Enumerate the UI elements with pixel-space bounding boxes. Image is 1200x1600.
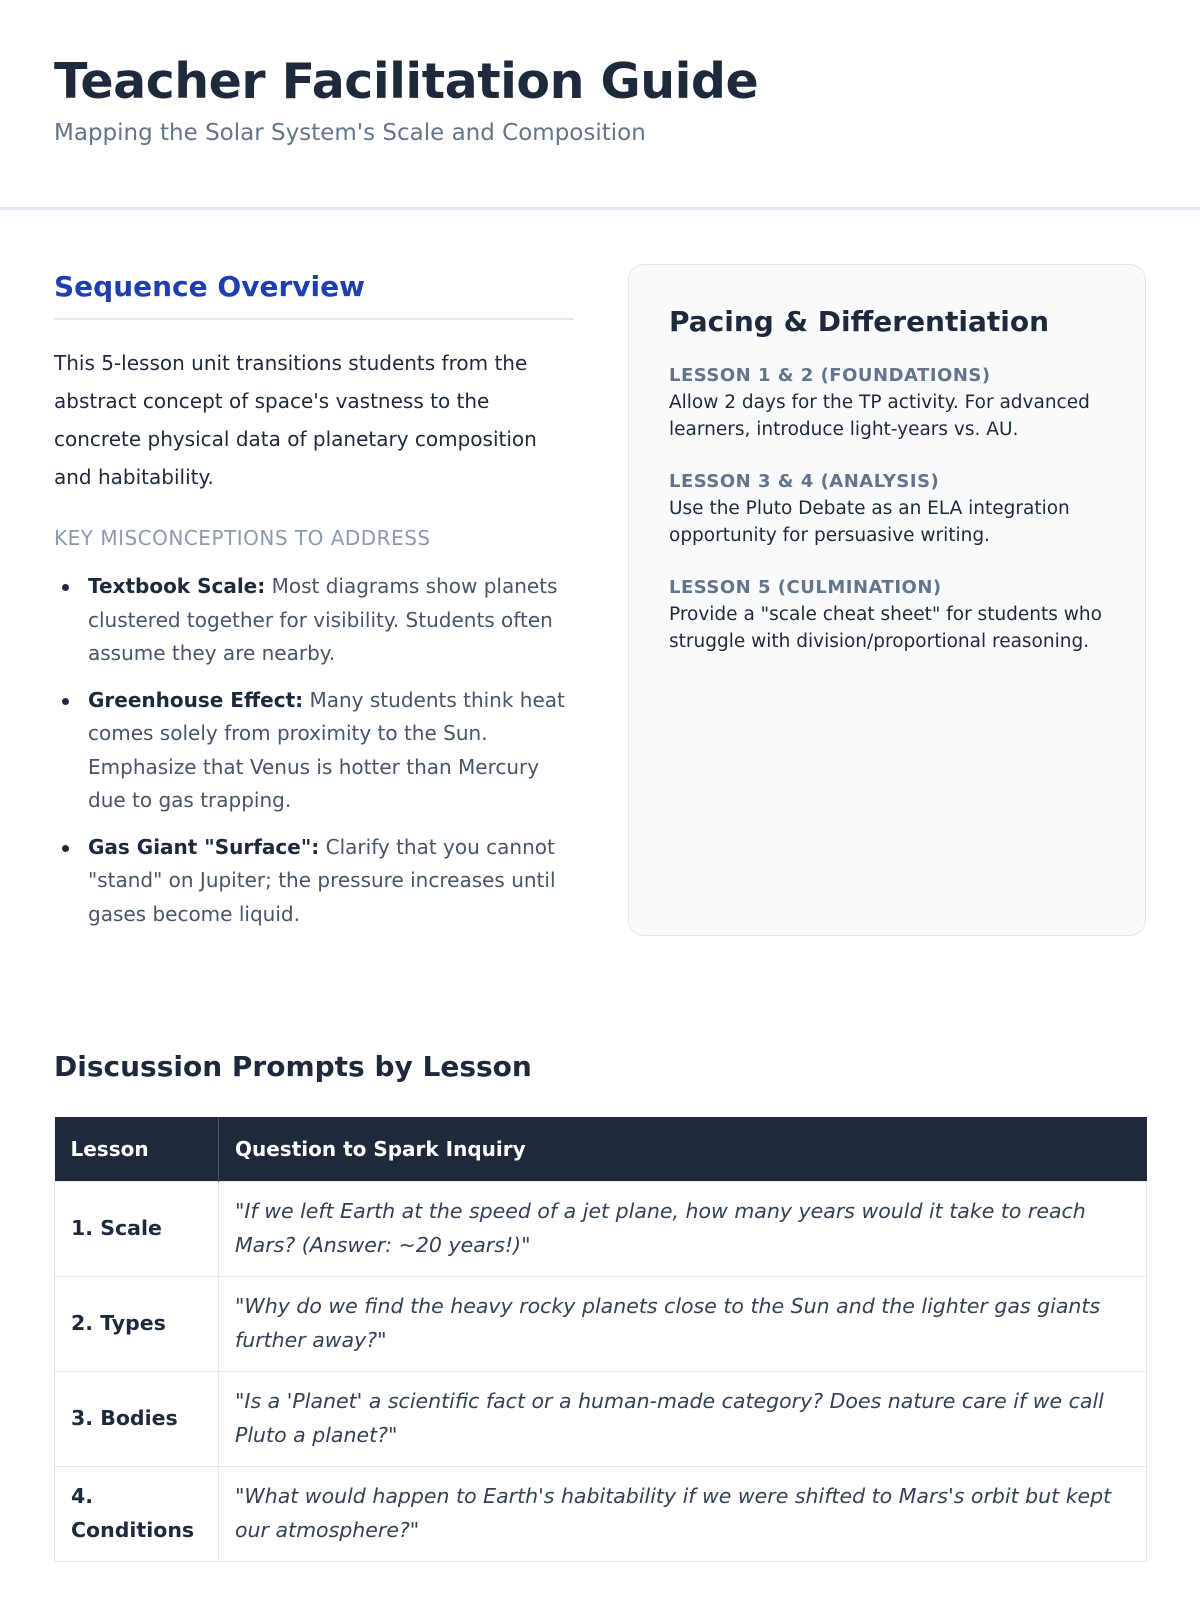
pacing-label: LESSON 3 & 4 (ANALYSIS): [669, 471, 940, 492]
lesson-cell: 3. Bodies: [55, 1371, 219, 1466]
column-header-question: Question to Spark Inquiry: [219, 1117, 1147, 1181]
page-header: [0, 0, 1200, 210]
sequence-overview-section: [54, 268, 574, 944]
lesson-cell: 1. Scale: [55, 1181, 219, 1276]
misconception-item: [54, 684, 574, 818]
pacing-card: [628, 264, 1146, 936]
pacing-label: LESSON 5 (CULMINATION): [669, 577, 942, 598]
table-row: [55, 1371, 1147, 1466]
column-header-lesson: Lesson: [55, 1117, 219, 1181]
misconception-term: Textbook Scale:: [88, 574, 266, 598]
discussion-table: [54, 1117, 1147, 1562]
pacing-text: Allow 2 days for the TP activity. For advanced learners, introduce light-years vs. AU.: [669, 392, 1090, 440]
table-header-row: [55, 1117, 1147, 1181]
table-row: [55, 1276, 1147, 1371]
pacing-label: LESSON 1 & 2 (FOUNDATIONS): [669, 365, 991, 386]
lesson-cell: 4. Conditions: [55, 1466, 219, 1561]
misconception-item: [54, 570, 574, 671]
misconception-term: Gas Giant "Surface":: [88, 834, 320, 859]
table-row: [55, 1181, 1147, 1276]
table-row: [55, 1466, 1147, 1561]
question-cell: "Why do we find the heavy rocky planets close to the Sun and the lighter gas giants further away?": [219, 1276, 1147, 1371]
misconception-item: [54, 831, 574, 932]
pacing-title: Pacing & Differentiation: [669, 305, 1050, 338]
misconception-term: Greenhouse Effect:: [88, 687, 304, 712]
discussion-title: Discussion Prompts by Lesson: [54, 1050, 532, 1083]
page-subtitle: Mapping the Solar System's Scale and Composition: [54, 120, 646, 146]
pacing-text: Use the Pluto Debate as an ELA integration opportunity for persuasive writing.: [669, 498, 1070, 546]
misconceptions-list: [54, 570, 574, 931]
lesson-cell: 2. Types: [55, 1276, 219, 1371]
pacing-item: [669, 575, 1105, 655]
misconceptions-heading: KEY MISCONCEPTIONS TO ADDRESS: [54, 526, 431, 550]
page-title: Teacher Facilitation Guide: [54, 53, 759, 110]
pacing-text: Provide a "scale cheat sheet" for students who struggle with division/proportional reasoning.: [669, 604, 1102, 652]
misconception-text: Clarify that you cannot "stand" on Jupiter; the pressure increases until gases become liquid.: [88, 834, 556, 926]
question-cell: "What would happen to Earth's habitability if we were shifted to Mars's orbit but kept our atmosphere?": [219, 1466, 1147, 1561]
pacing-item: [669, 469, 1105, 549]
misconception-text: Many students think heat comes solely from proximity to the Sun. Emphasize that Venus is hotter than Mercury due to gas trapping.: [88, 687, 565, 812]
question-cell: "If we left Earth at the speed of a jet plane, how many years would it take to reach Mars? (Answer: ~20 years!)": [219, 1181, 1147, 1276]
overview-intro: This 5-lesson unit transitions students from the abstract concept of space's vastness to the concrete physical data of planetary composition and habitability.: [54, 351, 537, 489]
sequence-overview-title: Sequence Overview: [54, 268, 574, 320]
pacing-item: [669, 363, 1105, 443]
question-cell: "Is a 'Planet' a scientific fact or a human-made category? Does nature care if we call Pluto a planet?": [219, 1371, 1147, 1466]
misconception-text: Most diagrams show planets clustered together for visibility. Students often assume they are nearby.: [88, 574, 558, 665]
